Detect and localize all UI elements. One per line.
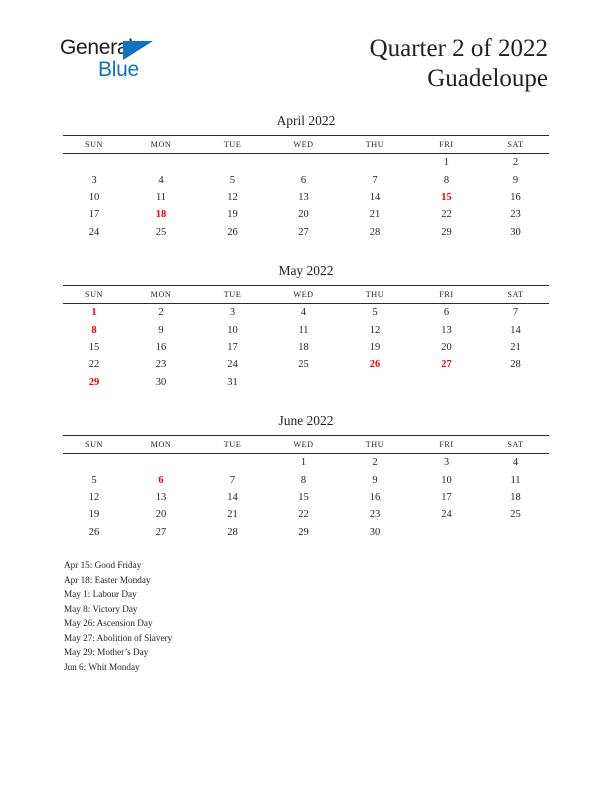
calendar-day[interactable]: 14 [369,191,381,203]
holiday-list-item: May 29: Mother’s Day [64,647,149,657]
calendar-day[interactable]: 25 [510,509,521,521]
calendar-body [63,454,549,541]
calendar-day-holiday[interactable]: 8 [91,324,97,336]
calendar-day[interactable]: 1 [300,457,307,469]
calendar-day-holiday[interactable]: 27 [441,359,452,371]
calendar-day[interactable]: 21 [227,509,238,521]
calendar-day[interactable]: 7 [372,174,378,186]
calendar-day[interactable]: 1 [443,157,450,169]
calendar-day[interactable]: 12 [369,324,381,336]
calendar-day[interactable]: 20 [155,509,167,521]
weekday-header-tue: TUE [223,290,242,299]
logo-word-general: General [60,36,133,59]
calendar-day[interactable]: 14 [510,324,521,336]
weekday-header-mon: MON [150,440,172,449]
calendar-day[interactable]: 10 [227,324,238,336]
calendar-day[interactable]: 3 [443,457,450,469]
calendar-day-empty [63,454,125,472]
month-section-june [63,412,549,541]
calendar-day-empty [268,154,339,172]
calendar-day[interactable]: 10 [88,191,100,203]
weekday-header-row [63,436,549,454]
calendar-day[interactable]: 21 [369,209,381,221]
holiday-list-item: May 26: Ascension Day [64,618,153,628]
calendar-week-row [63,321,549,338]
calendar-day[interactable]: 4 [512,457,519,469]
calendar-day[interactable]: 8 [300,474,307,486]
calendar-day[interactable]: 23 [155,359,167,371]
calendar-day[interactable]: 4 [158,174,164,186]
calendar-day[interactable]: 24 [441,509,452,521]
calendar-day-empty [482,374,549,391]
weekday-header-thu: THU [365,290,385,299]
month-title: April 2022 [276,113,336,128]
calendar-day[interactable]: 27 [155,526,167,538]
calendar-day[interactable]: 8 [443,174,450,186]
calendar-day[interactable]: 30 [369,526,381,538]
calendar-table-june [63,435,549,541]
calendar-day[interactable]: 28 [369,226,381,238]
calendar-day-holiday[interactable]: 18 [155,209,167,221]
weekday-header-mon: MON [150,140,172,149]
title-quarter: Quarter 2 of 2022 [369,35,548,62]
calendar-day[interactable]: 20 [298,209,309,221]
calendar-week-row [63,171,549,188]
calendar-day[interactable]: 19 [227,209,238,221]
calendar-week-row [63,304,549,322]
weekday-header-row [63,136,549,154]
calendar-day[interactable]: 26 [88,526,100,538]
calendar-day-empty [125,454,197,472]
calendar-day[interactable]: 6 [300,174,307,186]
calendar-table-april [63,135,549,241]
weekday-header-fri: FRI [439,440,454,449]
holiday-list [64,558,394,674]
calendar-week-row [63,189,549,206]
month-title: June 2022 [278,413,334,428]
calendar-day[interactable]: 13 [155,491,167,503]
calendar-day[interactable]: 13 [441,324,452,336]
calendar-day-empty [197,154,268,172]
calendar-day[interactable]: 9 [512,174,519,186]
calendar-day[interactable]: 25 [155,226,167,238]
page-title [370,34,548,94]
calendar-day-empty [411,524,482,541]
calendar-body [63,304,549,391]
calendar-week-row [63,489,549,506]
month-title: May 2022 [278,263,334,278]
weekday-header-row [63,286,549,304]
calendar-day[interactable]: 12 [227,191,238,203]
calendar-day[interactable]: 17 [227,341,238,353]
calendar-week-row [63,374,549,391]
weekday-header-sat: SAT [507,140,524,149]
calendar-day[interactable]: 6 [443,307,450,319]
weekday-header-mon: MON [150,290,172,299]
calendar-day[interactable]: 5 [229,174,236,186]
calendar-day[interactable]: 11 [298,324,309,336]
calendar-day[interactable]: 13 [298,191,309,203]
calendar-day[interactable]: 11 [155,191,167,203]
calendar-day-empty [411,374,482,391]
calendar-day[interactable]: 2 [158,307,164,319]
holiday-list-item: May 27: Abolition of Slavery [64,632,173,643]
calendar-day-holiday[interactable]: 15 [441,191,452,203]
calendar-day[interactable]: 25 [298,359,309,371]
calendar-day[interactable]: 10 [441,474,452,486]
month-section-may [63,262,549,391]
weekday-header-sat: SAT [507,290,524,299]
weekday-header-wed: WED [293,140,314,149]
weekday-header-fri: FRI [439,140,454,149]
weekday-header-tue: TUE [223,140,242,149]
calendar-day[interactable]: 16 [369,491,381,503]
calendar-day[interactable]: 9 [372,474,378,486]
weekday-header-sat: SAT [507,440,524,449]
calendar-day[interactable]: 19 [88,509,100,521]
calendar-day-empty [197,454,268,472]
page-header [0,0,612,104]
calendar-day[interactable]: 19 [369,341,381,353]
calendar-day[interactable]: 29 [441,226,452,238]
holiday-list-item: Apr 18: Easter Monday [64,574,151,585]
calendar-day-empty [268,374,339,391]
calendar-week-row [63,224,549,241]
weekday-header-wed: WED [293,290,314,299]
calendar-day[interactable]: 17 [88,209,100,221]
calendar-day[interactable]: 26 [227,226,238,238]
calendar-week-row [63,506,549,523]
weekday-header-sun: SUN [84,290,104,299]
calendar-day[interactable]: 21 [510,341,521,353]
calendar-week-row [63,524,549,541]
calendar-table-may [63,285,549,391]
calendar-day[interactable]: 23 [369,509,381,521]
holiday-list-item: Jun 6: Whit Monday [64,661,140,672]
calendar-day[interactable]: 30 [155,376,167,388]
calendar-day[interactable]: 2 [512,157,519,169]
weekday-header-wed: WED [293,440,314,449]
calendar-day-empty [482,524,549,541]
calendar-day[interactable]: 4 [300,307,307,319]
weekday-header-fri: FRI [439,290,454,299]
calendar-day[interactable]: 28 [227,526,238,538]
calendar-day[interactable]: 17 [441,491,452,503]
calendar-day[interactable]: 3 [91,174,97,186]
weekday-header-thu: THU [365,140,385,149]
calendar-day[interactable]: 24 [227,359,238,371]
holiday-list-item: May 8: Victory Day [64,603,138,614]
weekday-header-sun: SUN [84,140,104,149]
calendar-day[interactable]: 7 [229,474,236,486]
month-section-april [63,112,549,241]
calendar-day[interactable]: 5 [372,307,378,319]
calendar-day[interactable]: 24 [88,226,100,238]
calendar-day[interactable]: 15 [298,491,309,503]
weekday-header-tue: TUE [223,440,242,449]
calendar-day-holiday[interactable]: 6 [158,474,164,486]
calendar-day[interactable]: 29 [298,526,309,538]
logo-word-blue: Blue [98,58,139,81]
calendar-day[interactable]: 3 [229,307,236,319]
calendar-week-row [63,206,549,223]
holiday-list-item: Apr 15: Good Friday [64,560,142,570]
calendar-day[interactable]: 22 [441,209,452,221]
calendar-day[interactable]: 20 [441,341,452,353]
calendar-day[interactable]: 28 [510,359,521,371]
calendar-day[interactable]: 18 [510,491,521,503]
title-location: Guadeloupe [427,65,548,92]
weekday-header-thu: THU [365,440,385,449]
calendar-day[interactable]: 7 [512,307,519,319]
calendar-week-row [63,356,549,373]
calendar-day[interactable]: 9 [158,324,164,336]
calendar-day[interactable]: 22 [88,359,100,371]
calendar-day[interactable]: 27 [298,226,309,238]
calendar-day[interactable]: 14 [227,491,238,503]
calendar-day-empty [63,154,125,172]
calendar-day[interactable]: 23 [510,209,521,221]
calendar-day[interactable]: 31 [227,376,238,388]
calendar-week-row [63,454,549,472]
calendar-day-holiday[interactable]: 26 [369,359,381,371]
calendar-day[interactable]: 16 [155,341,167,353]
calendar-day[interactable]: 22 [298,509,309,521]
calendar-day[interactable]: 30 [510,226,521,238]
calendar-week-row [63,339,549,356]
brand-logo[interactable] [60,36,170,84]
calendar-week-row [63,154,549,172]
holiday-list-item: May 1: Labour Day [64,589,137,599]
calendar-day[interactable]: 5 [91,474,97,486]
calendar-day[interactable]: 2 [372,457,378,469]
calendar-day[interactable]: 16 [510,191,521,203]
calendar-day-holiday[interactable]: 29 [88,376,100,388]
calendar-day[interactable]: 12 [88,491,100,503]
calendar-day-holiday[interactable]: 1 [91,307,97,319]
calendar-week-row [63,471,549,488]
calendar-day-empty [125,154,197,172]
calendar-day-empty [339,374,411,391]
calendar-day[interactable]: 11 [510,474,521,486]
weekday-header-sun: SUN [84,440,104,449]
calendar-day[interactable]: 15 [88,341,100,353]
calendar-day[interactable]: 18 [298,341,309,353]
calendar-body [63,154,549,241]
calendar-day-empty [339,154,411,172]
